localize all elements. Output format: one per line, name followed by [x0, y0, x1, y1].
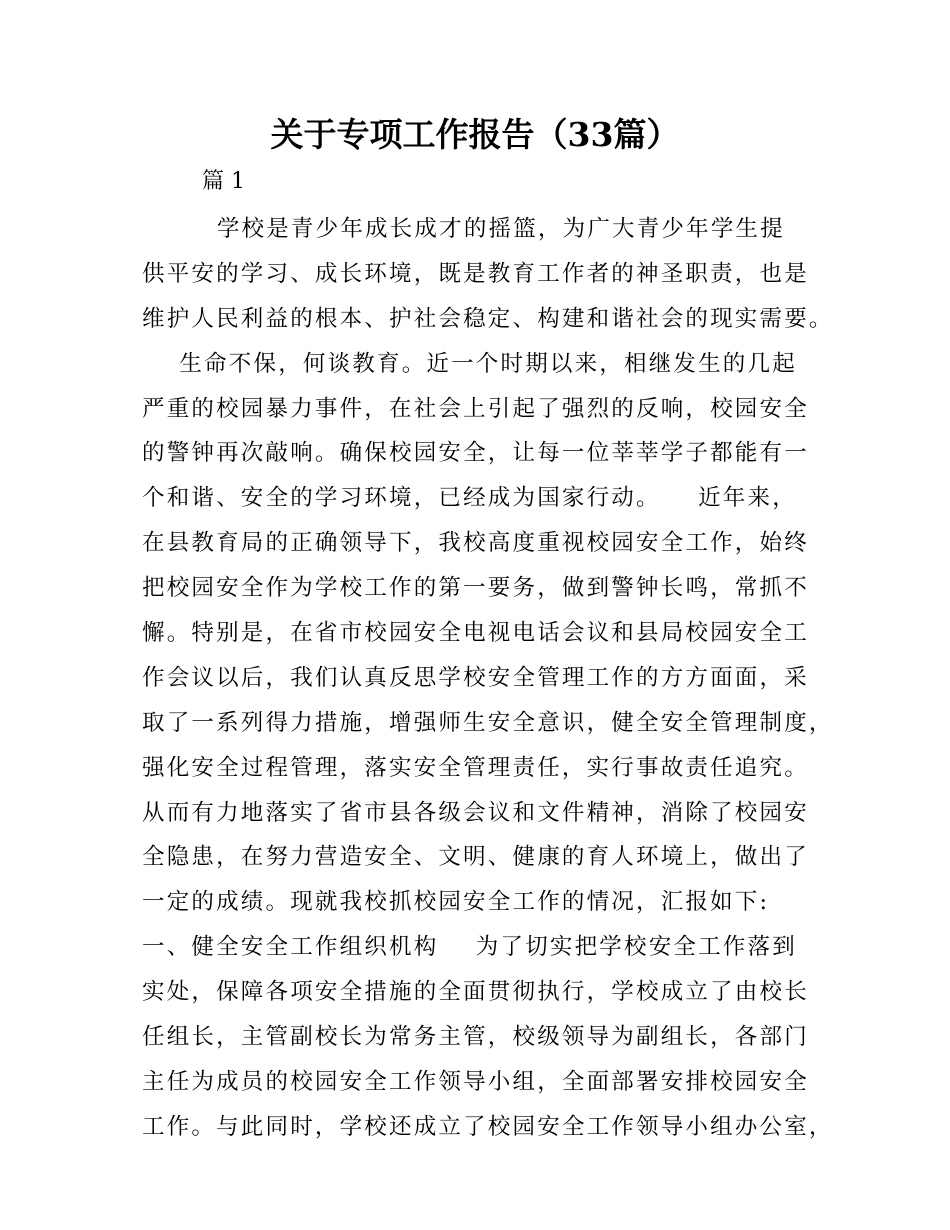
text-line: 在县教育局的正确领导下，我校高度重视校园安全工作，始终: [142, 530, 809, 557]
text-line: 取了一系列得力措施，增强师生安全意识，健全安全管理制度，: [142, 709, 834, 736]
text-line: 一定的成绩。现就我校抓校园安全工作的情况，汇报如下:: [142, 889, 770, 916]
document-title: 关于专项工作报告（33篇）: [270, 115, 680, 154]
text-line: 的警钟再次敲响。确保校园安全，让每一位莘莘学子都能有一: [142, 440, 809, 467]
text-line: 学校是青少年成长成才的摇篮，为广大青少年学生提: [142, 216, 785, 242]
text-line: 供平安的学习、成长环境，既是教育工作者的神圣职责，也是: [142, 260, 809, 287]
text-line: 工作。与此同时，学校还成立了校园安全工作领导小组办公室，: [142, 1113, 834, 1140]
text-line: 懈。特别是，在省市校园安全电视电话会议和县局校园安全工: [142, 620, 809, 647]
text-line: 严重的校园暴力事件，在社会上引起了强烈的反响，校园安全: [142, 395, 809, 422]
text-line: 强化安全过程管理，落实安全管理责任，实行事故责任追究。: [142, 754, 809, 781]
text-line: 全隐患，在努力营造安全、文明、健康的育人环境上，做出了: [142, 844, 809, 871]
text-line: 把校园安全作为学校工作的第一要务，做到警钟长鸣，常抓不: [142, 575, 809, 602]
section-label: 篇 1: [202, 169, 245, 194]
text-line: 实处，保障各项安全措施的全面贯彻执行，学校成立了由校长: [142, 979, 809, 1006]
text-line: 主任为成员的校园安全工作领导小组，全面部署安排校园安全: [142, 1068, 809, 1095]
text-line: 作会议以后，我们认真反思学校安全管理工作的方方面面，采: [142, 664, 809, 691]
text-line: 个和谐、安全的学习环境，已经成为国家行动。 近年来，: [142, 485, 797, 512]
body-text: [142, 207, 832, 1150]
text-line: 维护人民利益的根本、护社会稳定、构建和谐社会的现实需要。: [142, 305, 834, 332]
text-line: 一、健全安全工作组织机构 为了切实把学校安全工作落到: [142, 934, 797, 961]
text-line: 任组长，主管副校长为常务主管，校级领导为副组长，各部门: [142, 1024, 809, 1051]
text-line: 生命不保，何谈教育。近一个时期以来，相继发生的几起: [142, 350, 797, 377]
text-line: 从而有力地落实了省市县各级会议和文件精神，消除了校园安: [142, 799, 809, 826]
